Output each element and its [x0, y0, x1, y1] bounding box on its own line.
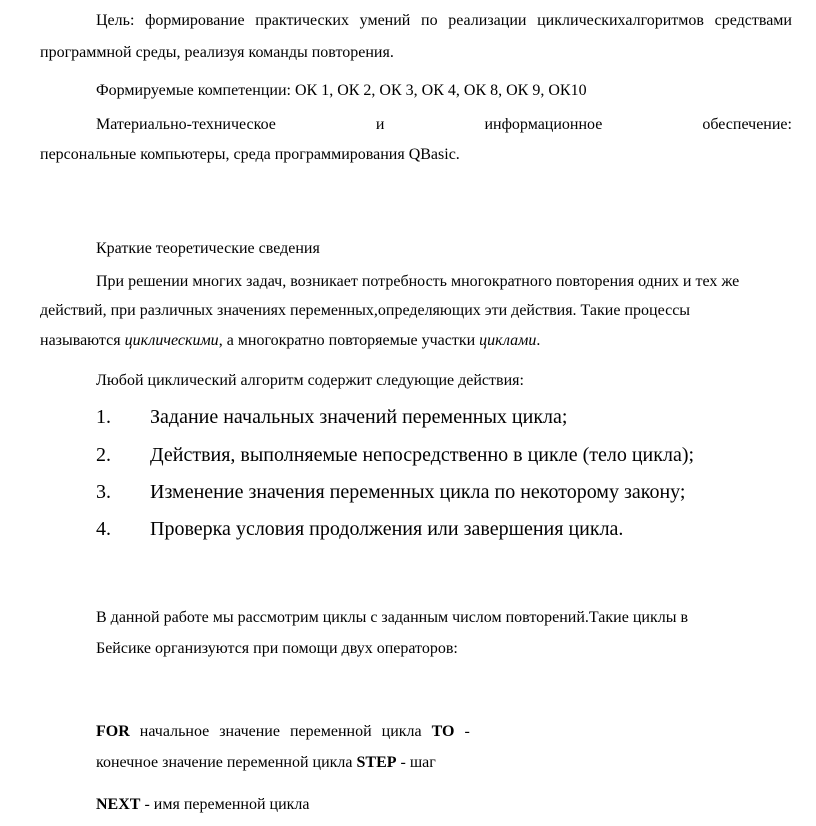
next-keyword: NEXT: [96, 796, 141, 813]
equipment-line-2: персональные компьютеры, среда программирования QBasic.: [40, 146, 460, 163]
goal-label: Цель:: [96, 12, 135, 29]
theory-text: называются: [40, 332, 125, 349]
next-statement: [96, 796, 310, 814]
work-line-2: Бейсике организуются при помощи двух операторов:: [96, 640, 458, 657]
list-item-number: 3.: [96, 481, 111, 503]
goal-text: формирование практических умений по реализации циклическихалгоритмов средствами: [145, 12, 792, 29]
equipment-word-4: обеспечение:: [702, 116, 792, 133]
work-line-1: В данной работе мы рассмотрим циклы с заданным числом повторений.Такие циклы в: [96, 609, 688, 626]
step-text: - шаг: [400, 754, 436, 771]
theory-p1-line-1: При решении многих задач, возникает потребность многократного повторения одних и тех же: [96, 273, 740, 290]
for-keyword: FOR: [96, 723, 130, 740]
for-line2-text: конечное значение переменной цикла: [96, 754, 353, 771]
list-item-number: 2.: [96, 444, 111, 466]
for-dash: -: [464, 723, 470, 740]
theory-intro: Любой циклический алгоритм содержит следующие действия:: [96, 372, 524, 389]
equipment-word-2: и: [375, 116, 385, 133]
list-item-number: 1.: [96, 406, 111, 428]
to-keyword: TO: [431, 723, 455, 740]
term-cycles: циклами: [479, 332, 537, 349]
step-keyword: STEP: [356, 754, 397, 771]
list-item-text: Проверка условия продолжения или завершения цикла.: [150, 518, 624, 540]
theory-p1-line-3: [40, 332, 540, 350]
competencies: Формируемые компетенции: ОК 1, ОК 2, ОК 3, ОК 4, ОК 8, ОК 9, ОК10: [96, 82, 587, 99]
list-item-text: Задание начальных значений переменных цикла;: [150, 406, 568, 428]
for-text: начальное значение переменной цикла: [139, 723, 422, 740]
next-text: - имя переменной цикла: [144, 796, 310, 813]
theory-p1-line-2: действий, при различных значениях переменных,определяющих эти действия. Такие процессы: [40, 302, 691, 319]
list-item-number: 4.: [96, 518, 111, 540]
goal-line-2: программной среды, реализуя команды повторения.: [40, 44, 394, 61]
for-statement-line-2: [96, 754, 436, 772]
list-item-text: Изменение значения переменных цикла по некоторому закону;: [150, 481, 686, 503]
goal-line-1: [96, 12, 792, 30]
equipment-word-1: Материально-техническое: [96, 116, 276, 133]
term-cyclic: циклическими: [124, 332, 219, 349]
theory-heading: Краткие теоретические сведения: [96, 240, 320, 257]
equipment-word-3: информационное: [484, 116, 603, 133]
list-item-text: Действия, выполняемые непосредственно в цикле (тело цикла);: [150, 444, 695, 466]
for-statement: [96, 723, 470, 741]
theory-text: , а многократно повторяемые участки: [218, 332, 480, 349]
theory-text: .: [536, 332, 541, 349]
equipment-line-1: [96, 116, 792, 134]
